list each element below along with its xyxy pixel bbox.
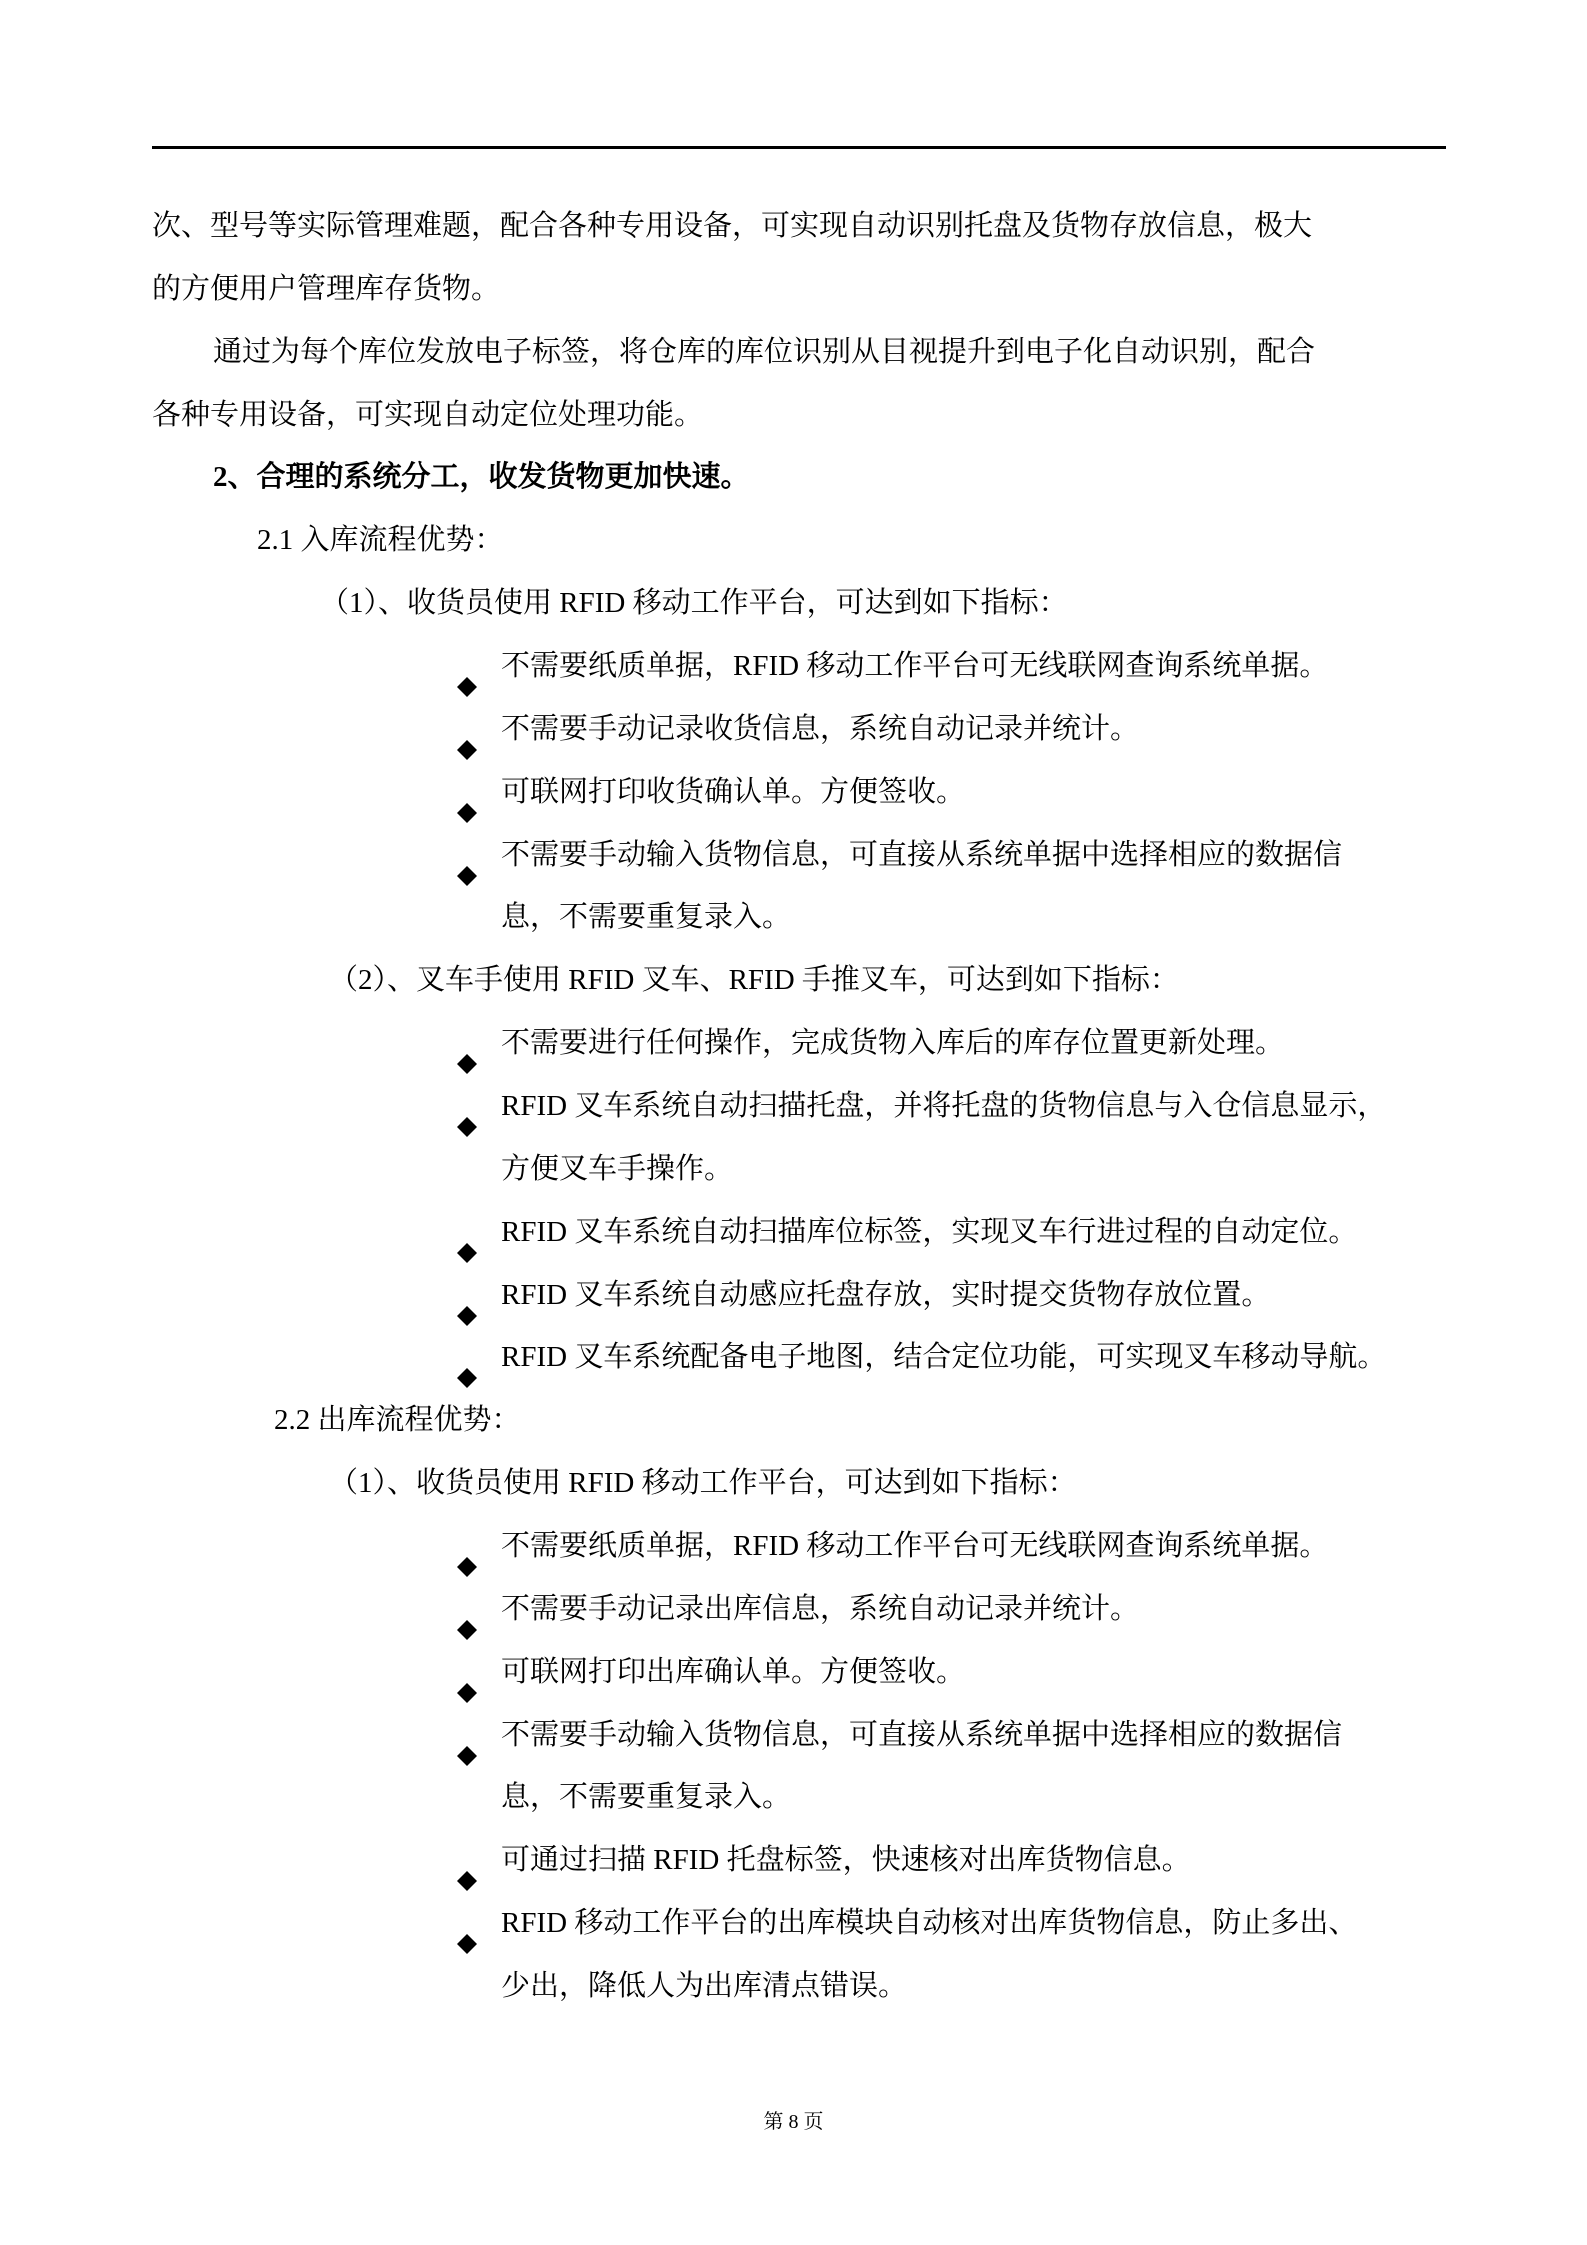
- bullet-text: 不需要手动记录收货信息，系统自动记录并统计。: [501, 712, 1140, 745]
- diamond-bullet-icon: [457, 720, 477, 740]
- diamond-bullet-icon: [457, 1663, 477, 1683]
- bullet-text: 不需要手动输入货物信息，可直接从系统单据中选择相应的数据信: [501, 838, 1343, 871]
- bullet-text: 不需要进行任何操作，完成货物入库后的库存位置更新处理。: [501, 1027, 1285, 1060]
- body-text-line: 各种专用设备，可实现自动定位处理功能。: [152, 398, 704, 431]
- bullet-list: [152, 1515, 1446, 2018]
- bullet-text: 可通过扫描 RFID 托盘标签，快速核对出库货物信息。: [501, 1844, 1191, 1877]
- bullet-item-continuation: [152, 886, 1446, 949]
- bullet-item: [152, 1641, 1446, 1704]
- body-text-line: 的方便用户管理库存货物。: [152, 272, 501, 305]
- list-title: （1）、收货员使用 RFID 移动工作平台，可达到如下指标：: [329, 1467, 1077, 1500]
- bullet-text: 可联网打印收货确认单。方便签收。: [501, 775, 966, 808]
- section-heading: 2、合理的系统分工，收发货物更加快速。: [213, 461, 750, 494]
- page-number: 第 8 页: [763, 2111, 824, 2133]
- diamond-bullet-icon: [457, 1537, 477, 1557]
- bullet-text: RFID 移动工作平台的出库模块自动核对出库货物信息，防止多出、: [501, 1907, 1358, 1940]
- bullet-item: [152, 1829, 1446, 1892]
- bullet-item: [152, 1075, 1446, 1138]
- list-title: （2）、叉车手使用 RFID 叉车、RFID 手推叉车，可达到如下指标：: [329, 964, 1179, 997]
- bullet-list: [152, 1012, 1446, 1389]
- diamond-bullet-icon: [457, 1851, 477, 1871]
- document-body: [152, 195, 1446, 2018]
- bullet-text: RFID 叉车系统自动扫描托盘，并将托盘的货物信息与入仓信息显示，: [501, 1090, 1387, 1123]
- diamond-bullet-icon: [457, 1914, 477, 1934]
- bullet-text: 息，不需要重复录入。: [501, 1781, 792, 1814]
- diamond-bullet-icon: [457, 1034, 477, 1054]
- diamond-bullet-icon: [457, 1600, 477, 1620]
- bullet-text: 方便叉车手操作。: [501, 1152, 734, 1185]
- bullet-text: RFID 叉车系统配备电子地图，结合定位功能，可实现叉车移动导航。: [501, 1341, 1387, 1374]
- diamond-bullet-icon: [457, 783, 477, 803]
- bullet-text: 息，不需要重复录入。: [501, 901, 792, 934]
- bullet-item: [152, 1578, 1446, 1641]
- bullet-item: [152, 635, 1446, 698]
- bullet-text: 不需要纸质单据，RFID 移动工作平台可无线联网查询系统单据。: [501, 650, 1329, 683]
- diamond-bullet-icon: [457, 657, 477, 677]
- body-text-line: 次、型号等实际管理难题，配合各种专用设备，可实现自动识别托盘及货物存放信息，极大: [152, 210, 1313, 242]
- bullet-item: [152, 1515, 1446, 1578]
- diamond-bullet-icon: [457, 1726, 477, 1746]
- bullet-text: RFID 叉车系统自动感应托盘存放，实时提交货物存放位置。: [501, 1278, 1271, 1311]
- bullet-item: [152, 1264, 1446, 1327]
- header-rule: [152, 146, 1446, 149]
- bullet-text: 不需要纸质单据，RFID 移动工作平台可无线联网查询系统单据。: [501, 1530, 1329, 1563]
- bullet-text: 不需要手动输入货物信息，可直接从系统单据中选择相应的数据信: [501, 1718, 1343, 1751]
- bullet-item: [152, 1704, 1446, 1767]
- bullet-item-continuation: [152, 1766, 1446, 1829]
- bullet-text: 不需要手动记录出库信息，系统自动记录并统计。: [501, 1592, 1140, 1625]
- subsection-title: 2.1 入库流程优势：: [257, 524, 504, 557]
- bullet-text: 可联网打印出库确认单。方便签收。: [501, 1655, 966, 1688]
- bullet-item: [152, 1201, 1446, 1264]
- bullet-item: [152, 824, 1446, 887]
- diamond-bullet-icon: [457, 846, 477, 866]
- bullet-item: [152, 1012, 1446, 1075]
- bullet-item-continuation: [152, 1138, 1446, 1201]
- subsection-title: 2.2 出库流程优势：: [274, 1404, 521, 1437]
- list-title: （1）、收货员使用 RFID 移动工作平台，可达到如下指标：: [320, 587, 1068, 620]
- diamond-bullet-icon: [457, 1223, 477, 1243]
- bullet-list: [152, 635, 1446, 949]
- bullet-text: 少出，降低人为出库清点错误。: [501, 1970, 908, 2003]
- bullet-item: [152, 1892, 1446, 1955]
- diamond-bullet-icon: [457, 1097, 477, 1117]
- diamond-bullet-icon: [457, 1286, 477, 1306]
- diamond-bullet-icon: [457, 1348, 477, 1368]
- bullet-item-continuation: [152, 1955, 1446, 2018]
- bullet-item: [152, 1326, 1446, 1389]
- body-text-line: 通过为每个库位发放电子标签，将仓库的库位识别从目视提升到电子化自动识别，配合: [213, 335, 1316, 368]
- bullet-item: [152, 698, 1446, 761]
- bullet-item: [152, 761, 1446, 824]
- bullet-text: RFID 叉车系统自动扫描库位标签，实现叉车行进过程的自动定位。: [501, 1215, 1358, 1248]
